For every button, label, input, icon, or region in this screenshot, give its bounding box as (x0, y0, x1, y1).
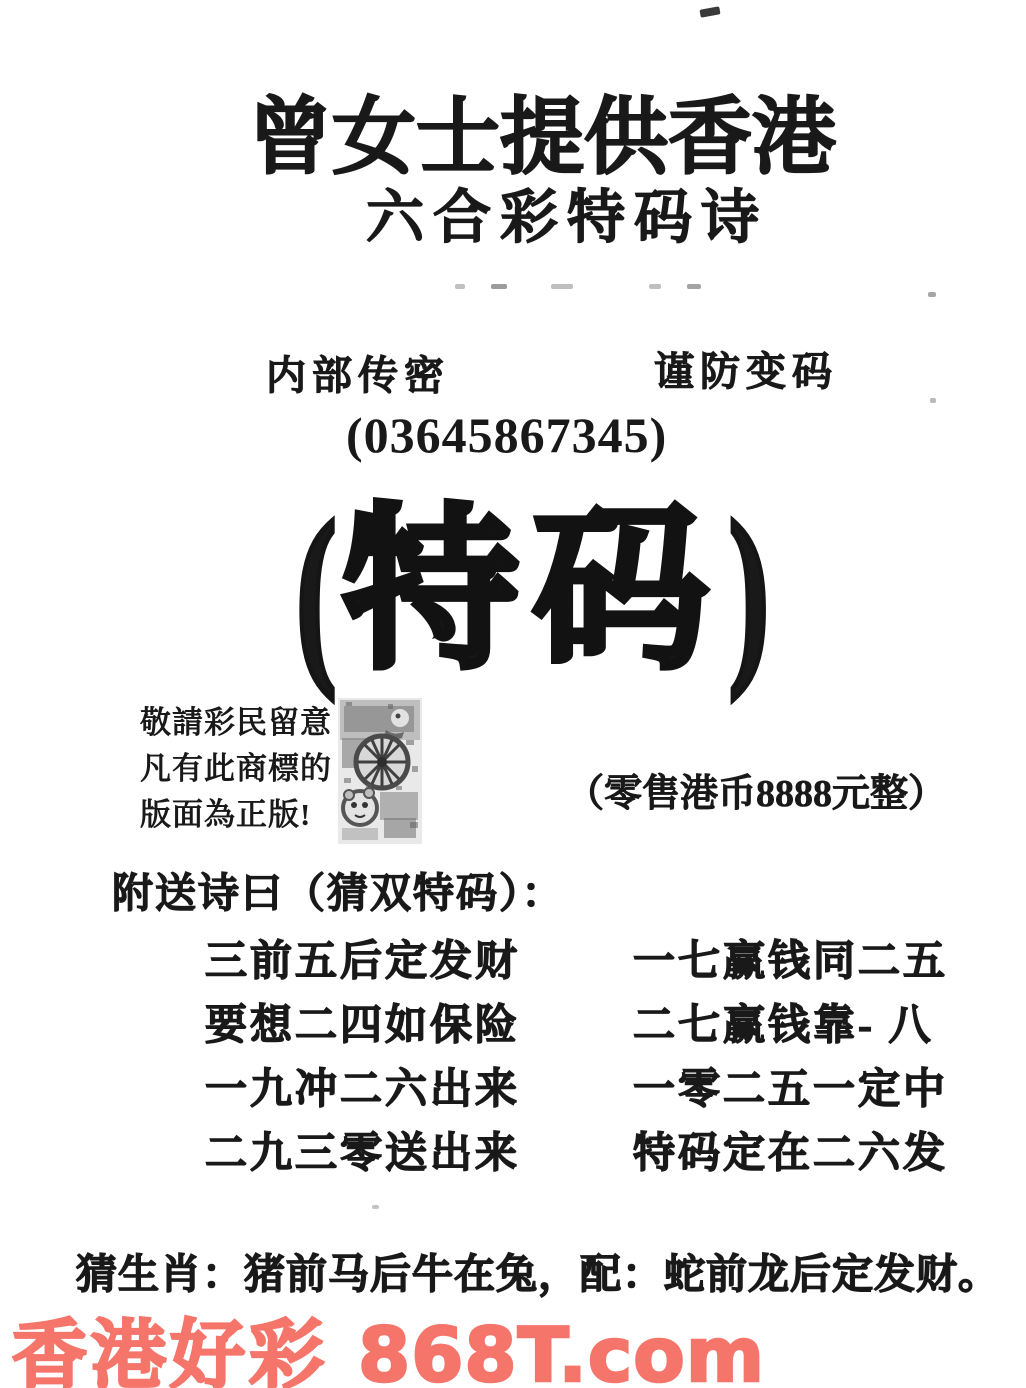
close-paren: ) (728, 482, 770, 702)
notice-line: 版面為正版! (140, 797, 312, 832)
poem-line: 一七赢钱同二五 (633, 939, 949, 985)
open-paren: ( (296, 482, 337, 702)
authenticity-notice (140, 700, 332, 838)
retail-price-line: （零售港币8888元整） (566, 773, 947, 815)
notice-line: 敬請彩民留意 (140, 705, 332, 740)
poem-line: 二九三零送出来 (205, 1131, 521, 1177)
serial-number: (03645867345) (346, 407, 668, 463)
poem-line: 一九冲二六出来 (205, 1067, 521, 1113)
poem-grid (0, 928, 1026, 1184)
special-code-heading (296, 482, 770, 702)
scan-artifact (372, 1205, 379, 1209)
anti-counterfeit-label: 谨防变码 (654, 349, 838, 394)
inner-secret-label: 内部传密 (266, 353, 450, 398)
poem-row (0, 928, 1026, 992)
poem-row (0, 1120, 1026, 1184)
page-subtitle: 六合彩特码诗 (366, 185, 769, 250)
poem-line: 三前五后定发财 (205, 939, 521, 985)
poem-row (0, 992, 1026, 1056)
brand-name: 香港好彩 (12, 1311, 329, 1388)
special-code-text: 特码 (342, 495, 723, 690)
scan-artifact-dashes (455, 284, 701, 289)
poem-line: 一零二五一定中 (633, 1067, 949, 1113)
site-url: 868T.com (358, 1311, 765, 1388)
notice-line: 凡有此商標的 (140, 751, 332, 786)
zodiac-hint-line: 猜生肖：猪前马后牛在兔，配：蛇前龙后定发财。 (76, 1251, 1000, 1297)
watermark-footer (12, 1296, 765, 1388)
poem-line: 特码定在二六发 (633, 1131, 949, 1177)
poem-intro: 附送诗曰（猜双特码）： (112, 870, 565, 916)
poem-line: 二七赢钱靠- 八 (633, 1003, 934, 1049)
scan-artifact (930, 398, 936, 403)
page-title: 曾女士提供香港 (248, 92, 837, 185)
scan-artifact (928, 292, 936, 297)
poem-row (0, 1056, 1026, 1120)
trademark-stamp-icon (336, 696, 424, 846)
scan-artifact (699, 6, 720, 17)
poem-line: 要想二四如保险 (205, 1003, 521, 1049)
